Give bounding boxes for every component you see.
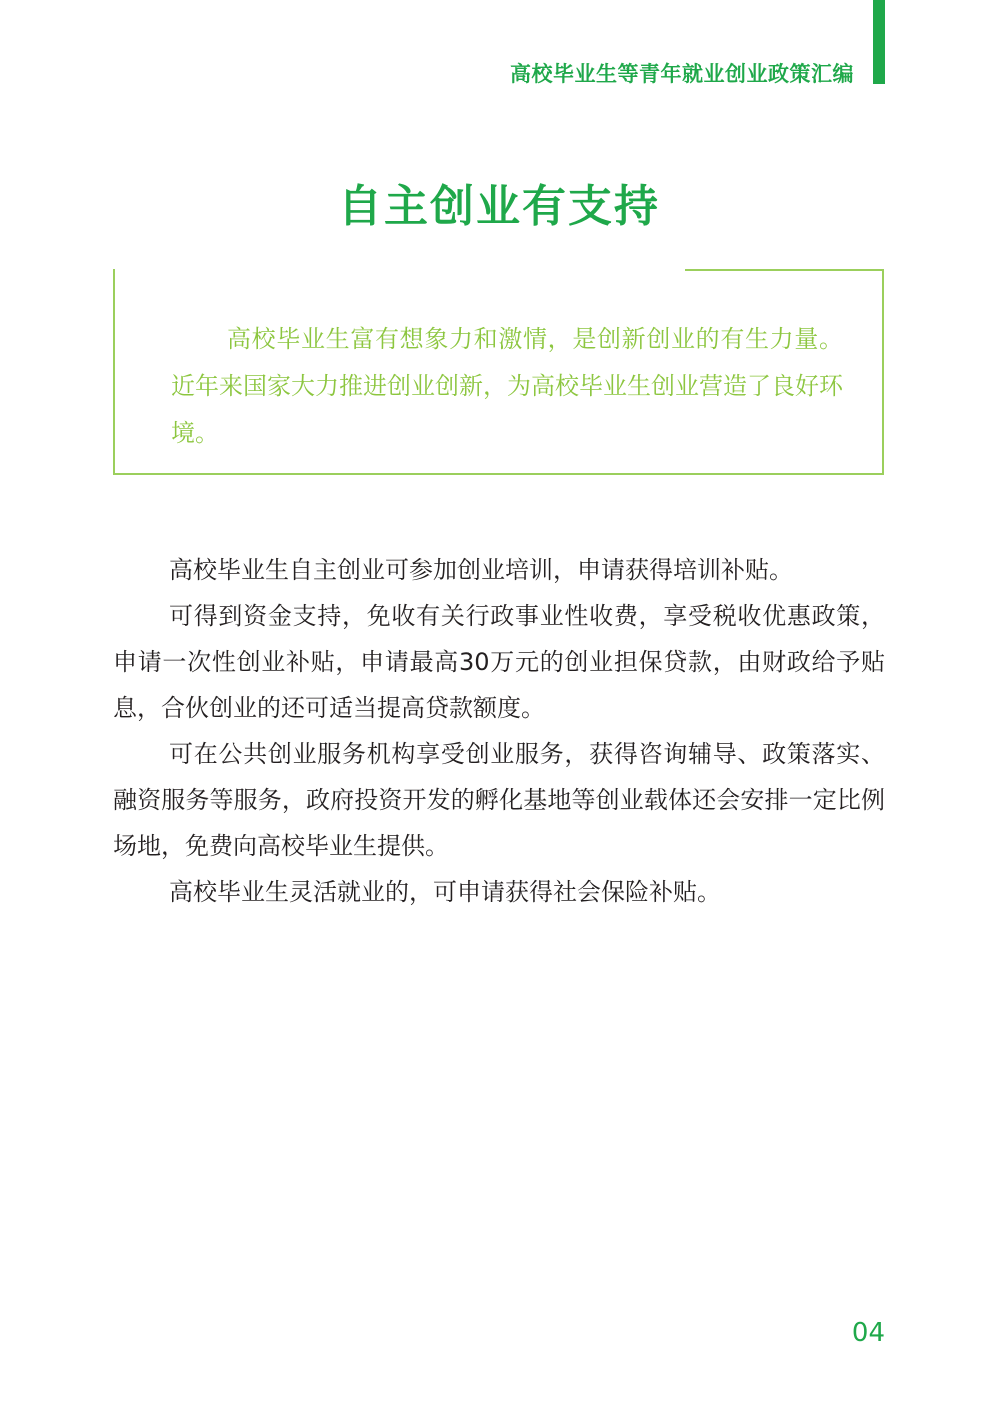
page-number: 04	[851, 1318, 885, 1348]
running-header-title: 高校毕业生等青年就业创业政策汇编	[510, 62, 854, 86]
body-paragraph-training: 高校毕业生自主创业可参加创业培训，申请获得培训补贴。	[169, 556, 793, 584]
intro-box-border-right	[882, 269, 884, 475]
intro-box-border-bottom	[113, 473, 884, 475]
body-paragraph-services: 可在公共创业服务机构享受创业服务，获得咨询辅导、政策落实、融资服务等服务，政府投资开发的孵化基地等创业载体还会安排一定比例场地，免费向高校毕业生提供。	[113, 740, 885, 860]
body-paragraph-insurance: 高校毕业生灵活就业的，可申请获得社会保险补贴。	[169, 878, 721, 906]
page-title: 自主创业有支持	[338, 181, 660, 232]
intro-box-border-top	[685, 269, 884, 271]
body-paragraph-funding: 可得到资金支持，免收有关行政事业性收费，享受税收优惠政策，申请一次性创业补贴，申请最高30万元的创业担保贷款，由财政给予贴息，合伙创业的还可适当提高贷款额度。	[113, 602, 885, 722]
intro-box-border-left	[113, 269, 115, 475]
intro-box	[113, 269, 884, 475]
header-accent-bar	[873, 0, 885, 84]
body-text	[113, 547, 885, 915]
intro-text: 高校毕业生富有想象力和激情，是创新创业的有生力量。近年来国家大力推进创业创新，为高校毕业生创业营造了良好环境。	[171, 325, 843, 447]
